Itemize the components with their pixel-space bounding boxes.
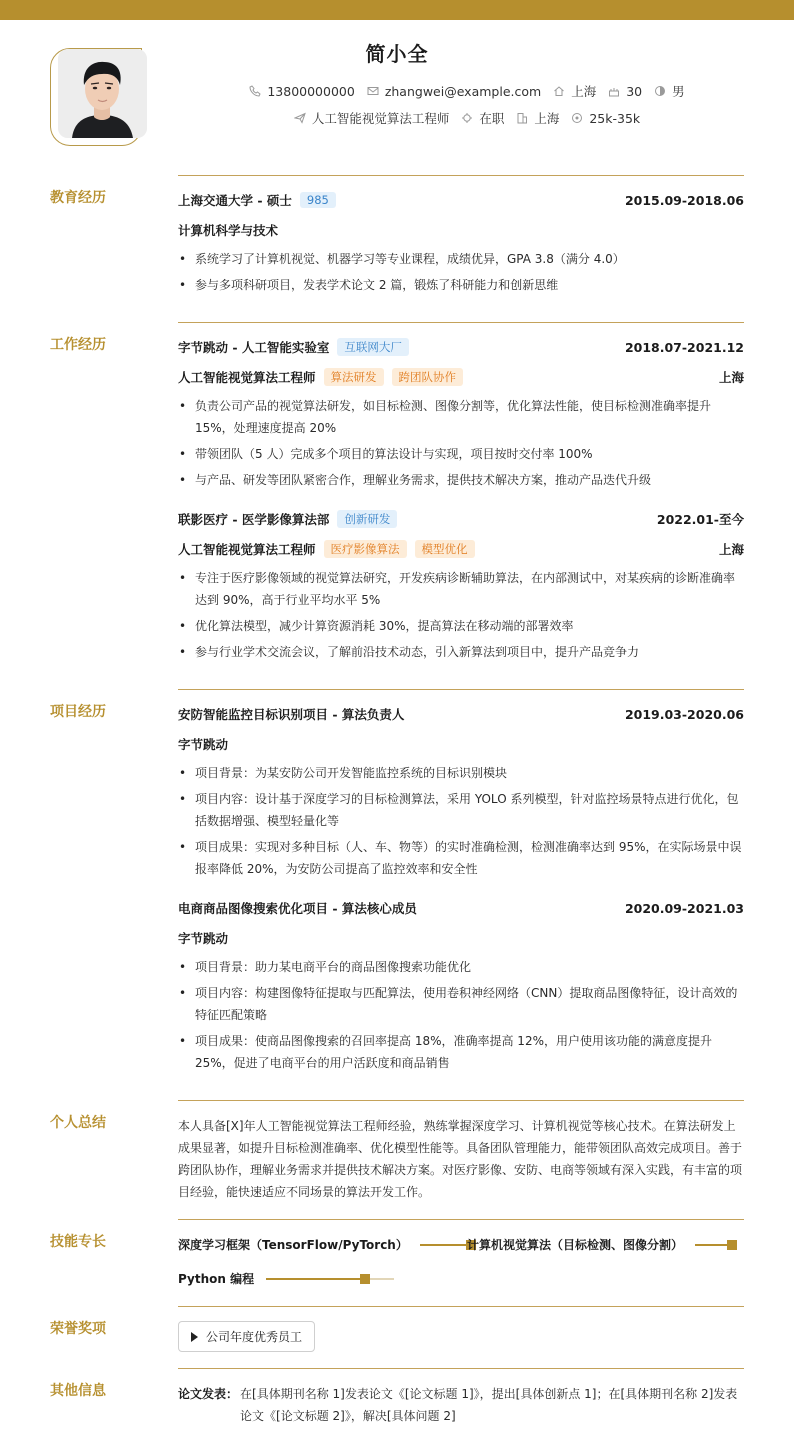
status-text: 在职 — [479, 111, 505, 126]
project-date: 2019.03-2020.06 — [624, 706, 744, 722]
project-name: 电商商品图像搜索优化项目 - 算法核心成员 — [178, 901, 417, 916]
other-text: 在[具体期刊名称 1]发表论文《[论文标题 1]》，提出[具体创新点 1]；在[具体期刊名称 2]发表论文《[论文标题 2]》，解决[具体问题 2] — [240, 1387, 738, 1423]
status-item — [461, 109, 504, 127]
project-org-row — [178, 928, 744, 948]
list-item: • 项目成果：使商品图像搜索的召回率提高 18%，准确率提高 12%，用户使用该功能的满意度提升 25%，促进了电商平台的用户活跃度和商品销售 — [178, 1030, 744, 1074]
role-tag: 医疗影像算法 — [324, 540, 407, 558]
candidate-name: 简小全 — [365, 42, 429, 66]
section-title-work: 工作经历 — [50, 337, 106, 353]
other-label: 论文发表： — [178, 1387, 239, 1401]
section-title-other: 其他信息 — [50, 1383, 106, 1399]
list-item: • 项目成果：实现对多种目标（人、车、物等）的实时准确检测，检测准确率达到 95%，在实际场景中误报率降低 20%，为安防公司提高了监控效率和安全性 — [178, 836, 744, 880]
skill-item — [178, 1236, 476, 1253]
list-item: • 项目背景：助力某电商平台的商品图像搜索功能优化 — [178, 956, 744, 978]
other-body — [178, 1368, 744, 1427]
gender-item — [654, 82, 685, 100]
education-body — [178, 175, 744, 300]
list-item: • 参与行业学术交流会议，了解前沿技术动态，引入新算法到项目中，提升产品竞争力 — [178, 641, 744, 663]
section-title-projects: 项目经历 — [50, 704, 106, 720]
section-title-skills: 技能专长 — [50, 1234, 106, 1250]
role-name: 人工智能视觉算法工程师 — [178, 542, 316, 557]
skill-name: Python 编程 — [178, 1272, 255, 1286]
project-bullets — [178, 956, 744, 1074]
job-intent-row — [140, 109, 794, 127]
phone-icon — [249, 85, 261, 97]
location-text: 上海 — [571, 84, 597, 99]
section-title-awards: 荣誉奖项 — [50, 1321, 106, 1337]
role-row — [178, 539, 744, 559]
school-tag: 985 — [300, 192, 336, 208]
target-city-item — [516, 109, 559, 127]
salary-icon — [571, 112, 583, 124]
project-header — [178, 898, 744, 918]
job-target-item — [294, 109, 450, 127]
skill-level-knob — [360, 1274, 370, 1284]
gender-icon — [654, 85, 666, 97]
skills-body — [178, 1219, 744, 1304]
skill-level-bar — [266, 1273, 394, 1285]
list-item: • 参与多项科研项目，发表学术论文 2 篇，锻炼了科研能力和创新思维 — [178, 274, 744, 296]
project-name: 安防智能监控目标识别项目 - 算法负责人 — [178, 707, 405, 722]
salary-item — [571, 111, 640, 126]
age-icon — [608, 85, 620, 97]
work-bullets — [178, 395, 744, 491]
project-org: 字节跳动 — [178, 931, 229, 946]
major-name: 计算机科学与技术 — [178, 223, 279, 238]
building-icon — [516, 112, 528, 124]
list-item: • 与产品、研发等团队紧密合作，理解业务需求，提供技术解决方案，推动产品迭代升级 — [178, 469, 744, 491]
home-icon — [553, 85, 565, 97]
location-item — [553, 82, 596, 100]
work-bullets — [178, 567, 744, 663]
list-item: • 项目内容：构建图像特征提取与匹配算法，使用卷积神经网络（CNN）提取商品图像特征，设计高效的特征匹配策略 — [178, 982, 744, 1026]
mail-icon — [367, 85, 379, 97]
work-city: 上海 — [718, 370, 744, 385]
work-entry-header — [178, 509, 744, 529]
list-item: • 优化算法模型，减少计算资源消耗 30%，提高算法在移动端的部署效率 — [178, 615, 744, 637]
list-item: • 系统学习了计算机视觉、机器学习等专业课程，成绩优异，GPA 3.8（满分 4.0） — [178, 248, 744, 270]
age-text: 30 — [626, 83, 643, 99]
summary-body — [178, 1100, 744, 1203]
list-item: • 专注于医疗影像领域的视觉算法研究，开发疾病诊断辅助算法，在内部测试中，对某疾病的诊断准确率达到 90%，高于行业平均水平 5% — [178, 567, 744, 611]
skill-name: 计算机视觉算法（目标检测、图像分割） — [467, 1238, 684, 1252]
summary-text: 本人具备[X]年人工智能视觉算法工程师经验，熟练掌握深度学习、计算机视觉等核心技术。在算法研发上成果显著，如提升目标检测准确率、优化模型性能等。具备团队管理能力，能带领团队高效完成项目。善于跨团队协作，理解业务需求并提供技术解决方案。对医疗影像、安防、电商等领域有深入实践，有丰富的项目经验，能快速适应不同场景的算法开发工作。 — [178, 1119, 743, 1199]
role-tag: 模型优化 — [415, 540, 475, 558]
other-info — [178, 1383, 744, 1427]
skill-item — [467, 1236, 737, 1253]
list-item: • 带领团队（5 人）完成多个项目的算法设计与实现，项目按时交付率 100% — [178, 443, 744, 465]
projects-body — [178, 689, 744, 1078]
work-entry-header — [178, 337, 744, 357]
award-toggle[interactable] — [178, 1321, 315, 1352]
company-name: 字节跳动 - 人工智能实验室 — [178, 340, 330, 355]
phone-text: 13800000000 — [267, 83, 355, 99]
role-row — [178, 367, 744, 387]
email-text: zhangwei@example.com — [384, 83, 542, 99]
project-header — [178, 704, 744, 724]
company-name: 联影医疗 - 医学影像算法部 — [178, 512, 330, 527]
email-item — [367, 84, 541, 99]
contact-row — [140, 82, 794, 100]
target-city-text: 上海 — [534, 111, 560, 126]
role-name: 人工智能视觉算法工程师 — [178, 370, 316, 385]
job-target-text: 人工智能视觉算法工程师 — [311, 111, 450, 126]
list-item: • 项目内容：设计基于深度学习的目标检测算法，采用 YOLO 系列模型，针对监控场景特点进行优化，包括数据增强、模型轻量化等 — [178, 788, 744, 832]
play-icon — [191, 1332, 198, 1342]
section-title-education: 教育经历 — [50, 190, 106, 206]
salary-text: 25k-35k — [589, 110, 641, 126]
awards-body — [178, 1306, 744, 1352]
work-date: 2018.07-2021.12 — [624, 339, 744, 355]
skill-level-bar — [695, 1239, 737, 1251]
education-bullets — [178, 248, 744, 296]
age-item — [608, 84, 642, 99]
school-name: 上海交通大学 - 硕士 — [178, 193, 292, 208]
project-org: 字节跳动 — [178, 737, 229, 752]
skill-item — [178, 1270, 394, 1287]
work-date: 2022.01-至今 — [656, 512, 744, 527]
list-item: • 负责公司产品的视觉算法研发，如目标检测、图像分割等，优化算法性能，使目标检测准确率提升 15%，处理速度提高 20% — [178, 395, 744, 439]
project-bullets — [178, 762, 744, 880]
education-date: 2015.09-2018.06 — [624, 192, 744, 208]
company-tag: 创新研发 — [337, 510, 397, 528]
work-city: 上海 — [718, 542, 744, 557]
section-title-summary: 个人总结 — [50, 1115, 106, 1131]
skills-list — [178, 1234, 744, 1304]
skill-name: 深度学习框架（TensorFlow/PyTorch） — [178, 1238, 408, 1252]
phone-item — [249, 84, 354, 99]
top-accent-bar — [0, 0, 794, 20]
education-header — [178, 190, 744, 210]
skill-level-knob — [727, 1240, 737, 1250]
company-tag: 互联网大厂 — [337, 338, 409, 356]
work-body — [178, 322, 744, 667]
send-icon — [294, 112, 306, 124]
gender-text: 男 — [672, 84, 685, 99]
project-date: 2020.09-2021.03 — [624, 900, 744, 916]
list-item: • 项目背景：为某安防公司开发智能监控系统的目标识别模块 — [178, 762, 744, 784]
award-label: 公司年度优秀员工 — [206, 1330, 303, 1344]
role-tag: 算法研发 — [324, 368, 384, 386]
role-tag: 跨团队协作 — [392, 368, 464, 386]
status-icon — [461, 112, 473, 124]
project-org-row — [178, 734, 744, 754]
major-row — [178, 220, 744, 240]
